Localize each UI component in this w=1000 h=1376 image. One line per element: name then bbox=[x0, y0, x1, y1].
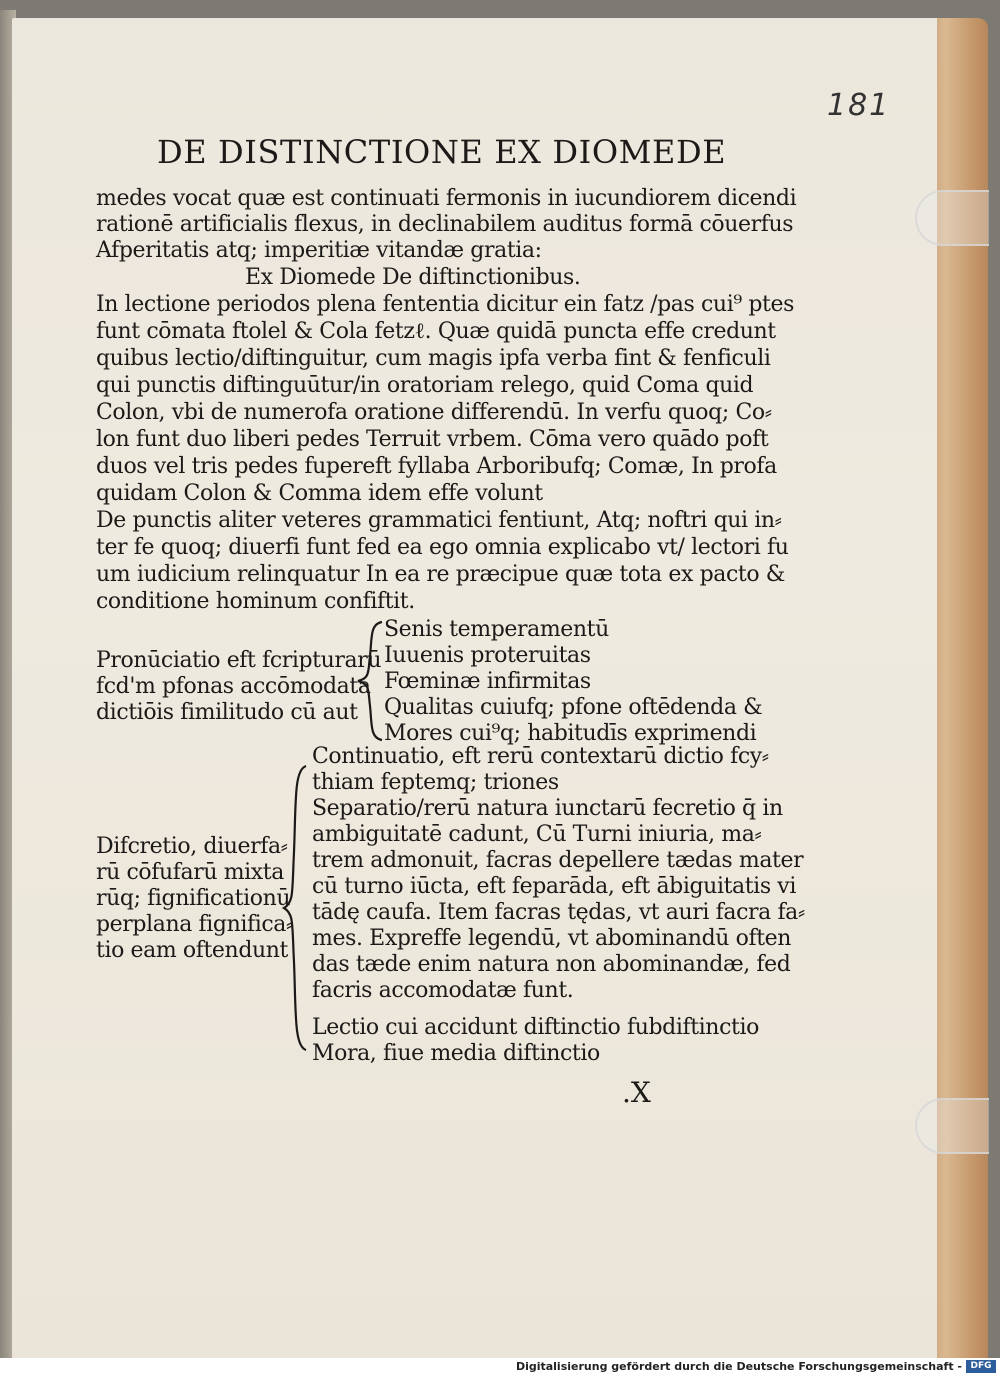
pronunciatio-brace bbox=[352, 618, 386, 744]
page-clip-bottom bbox=[915, 1098, 989, 1154]
discretio-right-line: Mora, fiue media diftinctio bbox=[312, 1041, 600, 1066]
pronunciatio-right-line: Mores cui⁹q; habitudīs exprimendi bbox=[384, 721, 757, 746]
paragraph-line: In lectione periodos plena fententia dicitur ein fatz /pas cui⁹ ptes bbox=[96, 292, 794, 317]
discretio-right-line: cū turno iūcta, eft feparāda, eft ābiguitatis vi bbox=[312, 874, 796, 899]
paragraph-line: duos vel tris pedes fupereft fyllaba Arboribufq; Comæ, In profa bbox=[96, 454, 777, 479]
pronunciatio-left-line: Pronūciatio eft fcripturarū bbox=[96, 648, 382, 673]
page-clip-top bbox=[915, 190, 989, 246]
paragraph-line: funt cōmata ftolel & Cola fetzℓ. Quæ quidā puncta effe credunt bbox=[96, 319, 776, 344]
discretio-right-line: Separatio/rerū natura iunctarū fecretio q̄ in bbox=[312, 796, 783, 821]
paragraph-line: lon funt duo liberi pedes Terruit vrbem. Cōma vero quādo poft bbox=[96, 427, 769, 452]
funding-footer: Digitalisierung gefördert durch die Deutsche Forschungsgemeinschaft - bbox=[515, 1360, 962, 1373]
subheading: Ex Diomede De diftinctionibus. bbox=[245, 265, 581, 290]
discretio-brace bbox=[280, 762, 310, 1054]
paragraph-line: ter fe quoq; diuerfi funt fed ea ego omnia explicabo vt/ lectori fu bbox=[96, 535, 789, 560]
intro-line: medes vocat quæ est continuati fermonis in iucundiorem dicendi bbox=[96, 186, 797, 211]
discretio-right-line: Lectio cui accidunt diftinctio fubdiftinctio bbox=[312, 1015, 759, 1040]
folio-number: 181 bbox=[827, 88, 891, 123]
page-heading: DE DISTINCTIONE EX DIOMEDE bbox=[157, 133, 727, 171]
discretio-left-line: rū cōfufarū mixta bbox=[96, 860, 284, 885]
pronunciatio-right-line: Qualitas cuiufq; pfone oftēdenda & bbox=[384, 695, 763, 720]
paragraph-line: conditione hominum confiftit. bbox=[96, 589, 415, 614]
discretio-right-line: thiam feptemq; triones bbox=[312, 770, 559, 795]
discretio-right-line: facris accomodatæ funt. bbox=[312, 978, 574, 1003]
paragraph-line: Colon, vbi de numerofa oratione differendū. In verfu quoq; Co⸗ bbox=[96, 400, 772, 425]
pronunciatio-right-line: Iuuenis proteruitas bbox=[384, 643, 591, 668]
discretio-right-line: Continuatio, eft rerū contextarū dictio fcy⸗ bbox=[312, 744, 769, 769]
discretio-left-line: perplana fignifica⸗ bbox=[96, 912, 293, 937]
discretio-left-line: tio eam oftendunt bbox=[96, 938, 288, 963]
intro-line: Afperitatis atq; imperitiæ vitandæ gratia: bbox=[96, 238, 542, 263]
paragraph-line: qui punctis diftinguūtur/in oratoriam relego, quid Coma quid bbox=[96, 373, 754, 398]
signature-mark: .X bbox=[622, 1076, 651, 1109]
intro-line: rationē artificialis flexus, in declinabilem auditus formā cōuerfus bbox=[96, 212, 794, 237]
pronunciatio-left-line: fcd'm pfonas accōmodata bbox=[96, 674, 371, 699]
paragraph-line: quibus lectio/diftinguitur, cum magis ipfa verba fint & fenficuli bbox=[96, 346, 771, 371]
paragraph-line: um iudicium relinquatur In ea re præcipue quæ tota ex pacto & bbox=[96, 562, 785, 587]
paragraph-line: quidam Colon & Comma idem effe volunt bbox=[96, 481, 543, 506]
discretio-right-line: trem admonuit, facras depellere tædas mater bbox=[312, 848, 804, 873]
discretio-right-line: ambiguitatē cadunt, Cū Turni iniuria, ma⸗ bbox=[312, 822, 762, 847]
dfg-logo: DFG bbox=[966, 1360, 996, 1373]
discretio-right-line: tādę caufa. Item facras tędas, vt auri facra fa⸗ bbox=[312, 900, 805, 925]
pronunciatio-right-line: Fœminæ infirmitas bbox=[384, 669, 591, 694]
discretio-right-line: das tæde enim natura non abominandæ, fed bbox=[312, 952, 791, 977]
paragraph-line: De punctis aliter veteres grammatici fentiunt, Atq; noftri qui in⸗ bbox=[96, 508, 782, 533]
pronunciatio-right-line: Senis temperamentū bbox=[384, 617, 609, 642]
discretio-left-line: Difcretio, diuerfa⸗ bbox=[96, 834, 288, 859]
discretio-right-line: mes. Expreffe legendū, vt abominandū often bbox=[312, 926, 792, 951]
discretio-left-line: rūq; fignificationū bbox=[96, 886, 291, 911]
pronunciatio-left-line: dictiōis fimilitudo cū aut bbox=[96, 700, 358, 725]
